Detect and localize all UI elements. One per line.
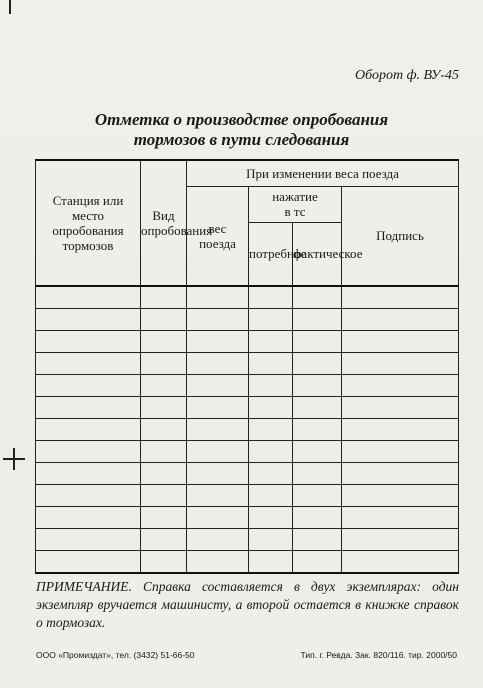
table-row — [36, 507, 459, 529]
table-cell[interactable] — [187, 331, 249, 353]
header-train-weight: вес поезда — [187, 186, 249, 286]
table-cell[interactable] — [293, 419, 342, 441]
title-line-1: Отметка о производстве опробования — [94, 110, 389, 129]
table-cell[interactable] — [293, 331, 342, 353]
table-cell[interactable] — [249, 463, 293, 485]
table-row — [36, 397, 459, 419]
table-cell[interactable] — [249, 507, 293, 529]
table-cell[interactable] — [249, 375, 293, 397]
table-cell[interactable] — [141, 485, 187, 507]
table-cell[interactable] — [293, 485, 342, 507]
table-row — [36, 529, 459, 551]
table-cell[interactable] — [342, 375, 459, 397]
title-line-2: тормозов в пути следования — [133, 130, 350, 149]
table-cell[interactable] — [293, 375, 342, 397]
table-cell[interactable] — [141, 419, 187, 441]
table-cell[interactable] — [293, 507, 342, 529]
table-cell[interactable] — [141, 397, 187, 419]
table-cell[interactable] — [36, 551, 141, 574]
table-cell[interactable] — [141, 375, 187, 397]
table-cell[interactable] — [293, 529, 342, 551]
table-cell[interactable] — [342, 397, 459, 419]
table-cell[interactable] — [141, 551, 187, 574]
table-cell[interactable] — [342, 507, 459, 529]
table-cell[interactable] — [141, 463, 187, 485]
table-body — [36, 286, 459, 573]
header-signature: Подпись — [342, 186, 459, 286]
table-cell[interactable] — [141, 331, 187, 353]
table-cell[interactable] — [187, 463, 249, 485]
table-cell[interactable] — [36, 309, 141, 331]
table-cell[interactable] — [187, 507, 249, 529]
table-cell[interactable] — [36, 485, 141, 507]
table-cell[interactable] — [249, 309, 293, 331]
table-cell[interactable] — [293, 441, 342, 463]
publisher-info: ООО «Промиздат», тел. (3432) 51-66-50 — [36, 650, 195, 660]
table-cell[interactable] — [293, 551, 342, 574]
print-info: Тип. г. Ревда. Зак. 820/116. тир. 2000/50 — [300, 650, 457, 660]
header-station: Станция или место опробования тормозов — [36, 160, 141, 286]
table-cell[interactable] — [141, 507, 187, 529]
table-cell[interactable] — [187, 353, 249, 375]
brake-test-table — [35, 159, 459, 574]
table-cell[interactable] — [187, 286, 249, 309]
table-cell[interactable] — [187, 397, 249, 419]
page-title — [30, 110, 453, 150]
table-cell[interactable] — [187, 485, 249, 507]
table-row — [36, 375, 459, 397]
table-row — [36, 419, 459, 441]
footnote: ПРИМЕЧАНИЕ. Справка составляется в двух экземплярах: один экземпляр вручается машинисту, а второй остается в книжке справок о тормозах. — [36, 579, 459, 630]
header-pressure: нажатие в тс — [249, 186, 342, 222]
table-cell[interactable] — [249, 529, 293, 551]
table-cell[interactable] — [249, 286, 293, 309]
crop-mark-top — [9, 0, 11, 14]
header-actual: фактическое — [293, 222, 342, 286]
table-cell[interactable] — [36, 507, 141, 529]
table-cell[interactable] — [249, 441, 293, 463]
table-cell[interactable] — [342, 286, 459, 309]
table-cell[interactable] — [342, 485, 459, 507]
table-cell[interactable] — [249, 353, 293, 375]
registration-crosshair — [3, 448, 25, 470]
table-cell[interactable] — [342, 309, 459, 331]
table-cell[interactable] — [36, 331, 141, 353]
table-cell[interactable] — [36, 353, 141, 375]
table-cell[interactable] — [293, 397, 342, 419]
table-row — [36, 463, 459, 485]
table-cell[interactable] — [249, 485, 293, 507]
table-cell[interactable] — [36, 375, 141, 397]
table-cell[interactable] — [342, 551, 459, 574]
table-cell[interactable] — [36, 463, 141, 485]
table-cell[interactable] — [187, 441, 249, 463]
table-cell[interactable] — [342, 441, 459, 463]
table-cell[interactable] — [187, 375, 249, 397]
table-cell[interactable] — [36, 286, 141, 309]
table-cell[interactable] — [141, 353, 187, 375]
table-cell[interactable] — [249, 397, 293, 419]
table-row — [36, 485, 459, 507]
table-row — [36, 353, 459, 375]
table-cell[interactable] — [342, 353, 459, 375]
header-test-type: Вид опробования — [141, 160, 187, 286]
table-cell[interactable] — [36, 529, 141, 551]
table-cell[interactable] — [293, 309, 342, 331]
table-cell[interactable] — [249, 331, 293, 353]
table-row — [36, 551, 459, 574]
table-cell[interactable] — [141, 529, 187, 551]
table-row — [36, 331, 459, 353]
table-row — [36, 286, 459, 309]
table-cell[interactable] — [342, 463, 459, 485]
table-cell[interactable] — [187, 309, 249, 331]
table-cell[interactable] — [187, 551, 249, 574]
table-cell[interactable] — [187, 419, 249, 441]
table-cell[interactable] — [342, 331, 459, 353]
table-row — [36, 309, 459, 331]
table-cell[interactable] — [36, 397, 141, 419]
table-cell[interactable] — [249, 419, 293, 441]
table-cell[interactable] — [141, 309, 187, 331]
table-cell[interactable] — [293, 286, 342, 309]
table-cell[interactable] — [36, 419, 141, 441]
table-cell[interactable] — [293, 353, 342, 375]
table-cell[interactable] — [36, 441, 141, 463]
table-row — [36, 441, 459, 463]
table-cell[interactable] — [342, 419, 459, 441]
table-cell[interactable] — [141, 441, 187, 463]
header-required: потребное — [249, 222, 293, 286]
table-cell[interactable] — [342, 529, 459, 551]
table-cell[interactable] — [187, 529, 249, 551]
header-weight-change: При изменении веса поезда — [187, 160, 459, 186]
table-cell[interactable] — [249, 551, 293, 574]
footer — [36, 650, 457, 660]
table-cell[interactable] — [293, 463, 342, 485]
table-cell[interactable] — [141, 286, 187, 309]
form-reference: Оборот ф. ВУ-45 — [355, 68, 459, 83]
